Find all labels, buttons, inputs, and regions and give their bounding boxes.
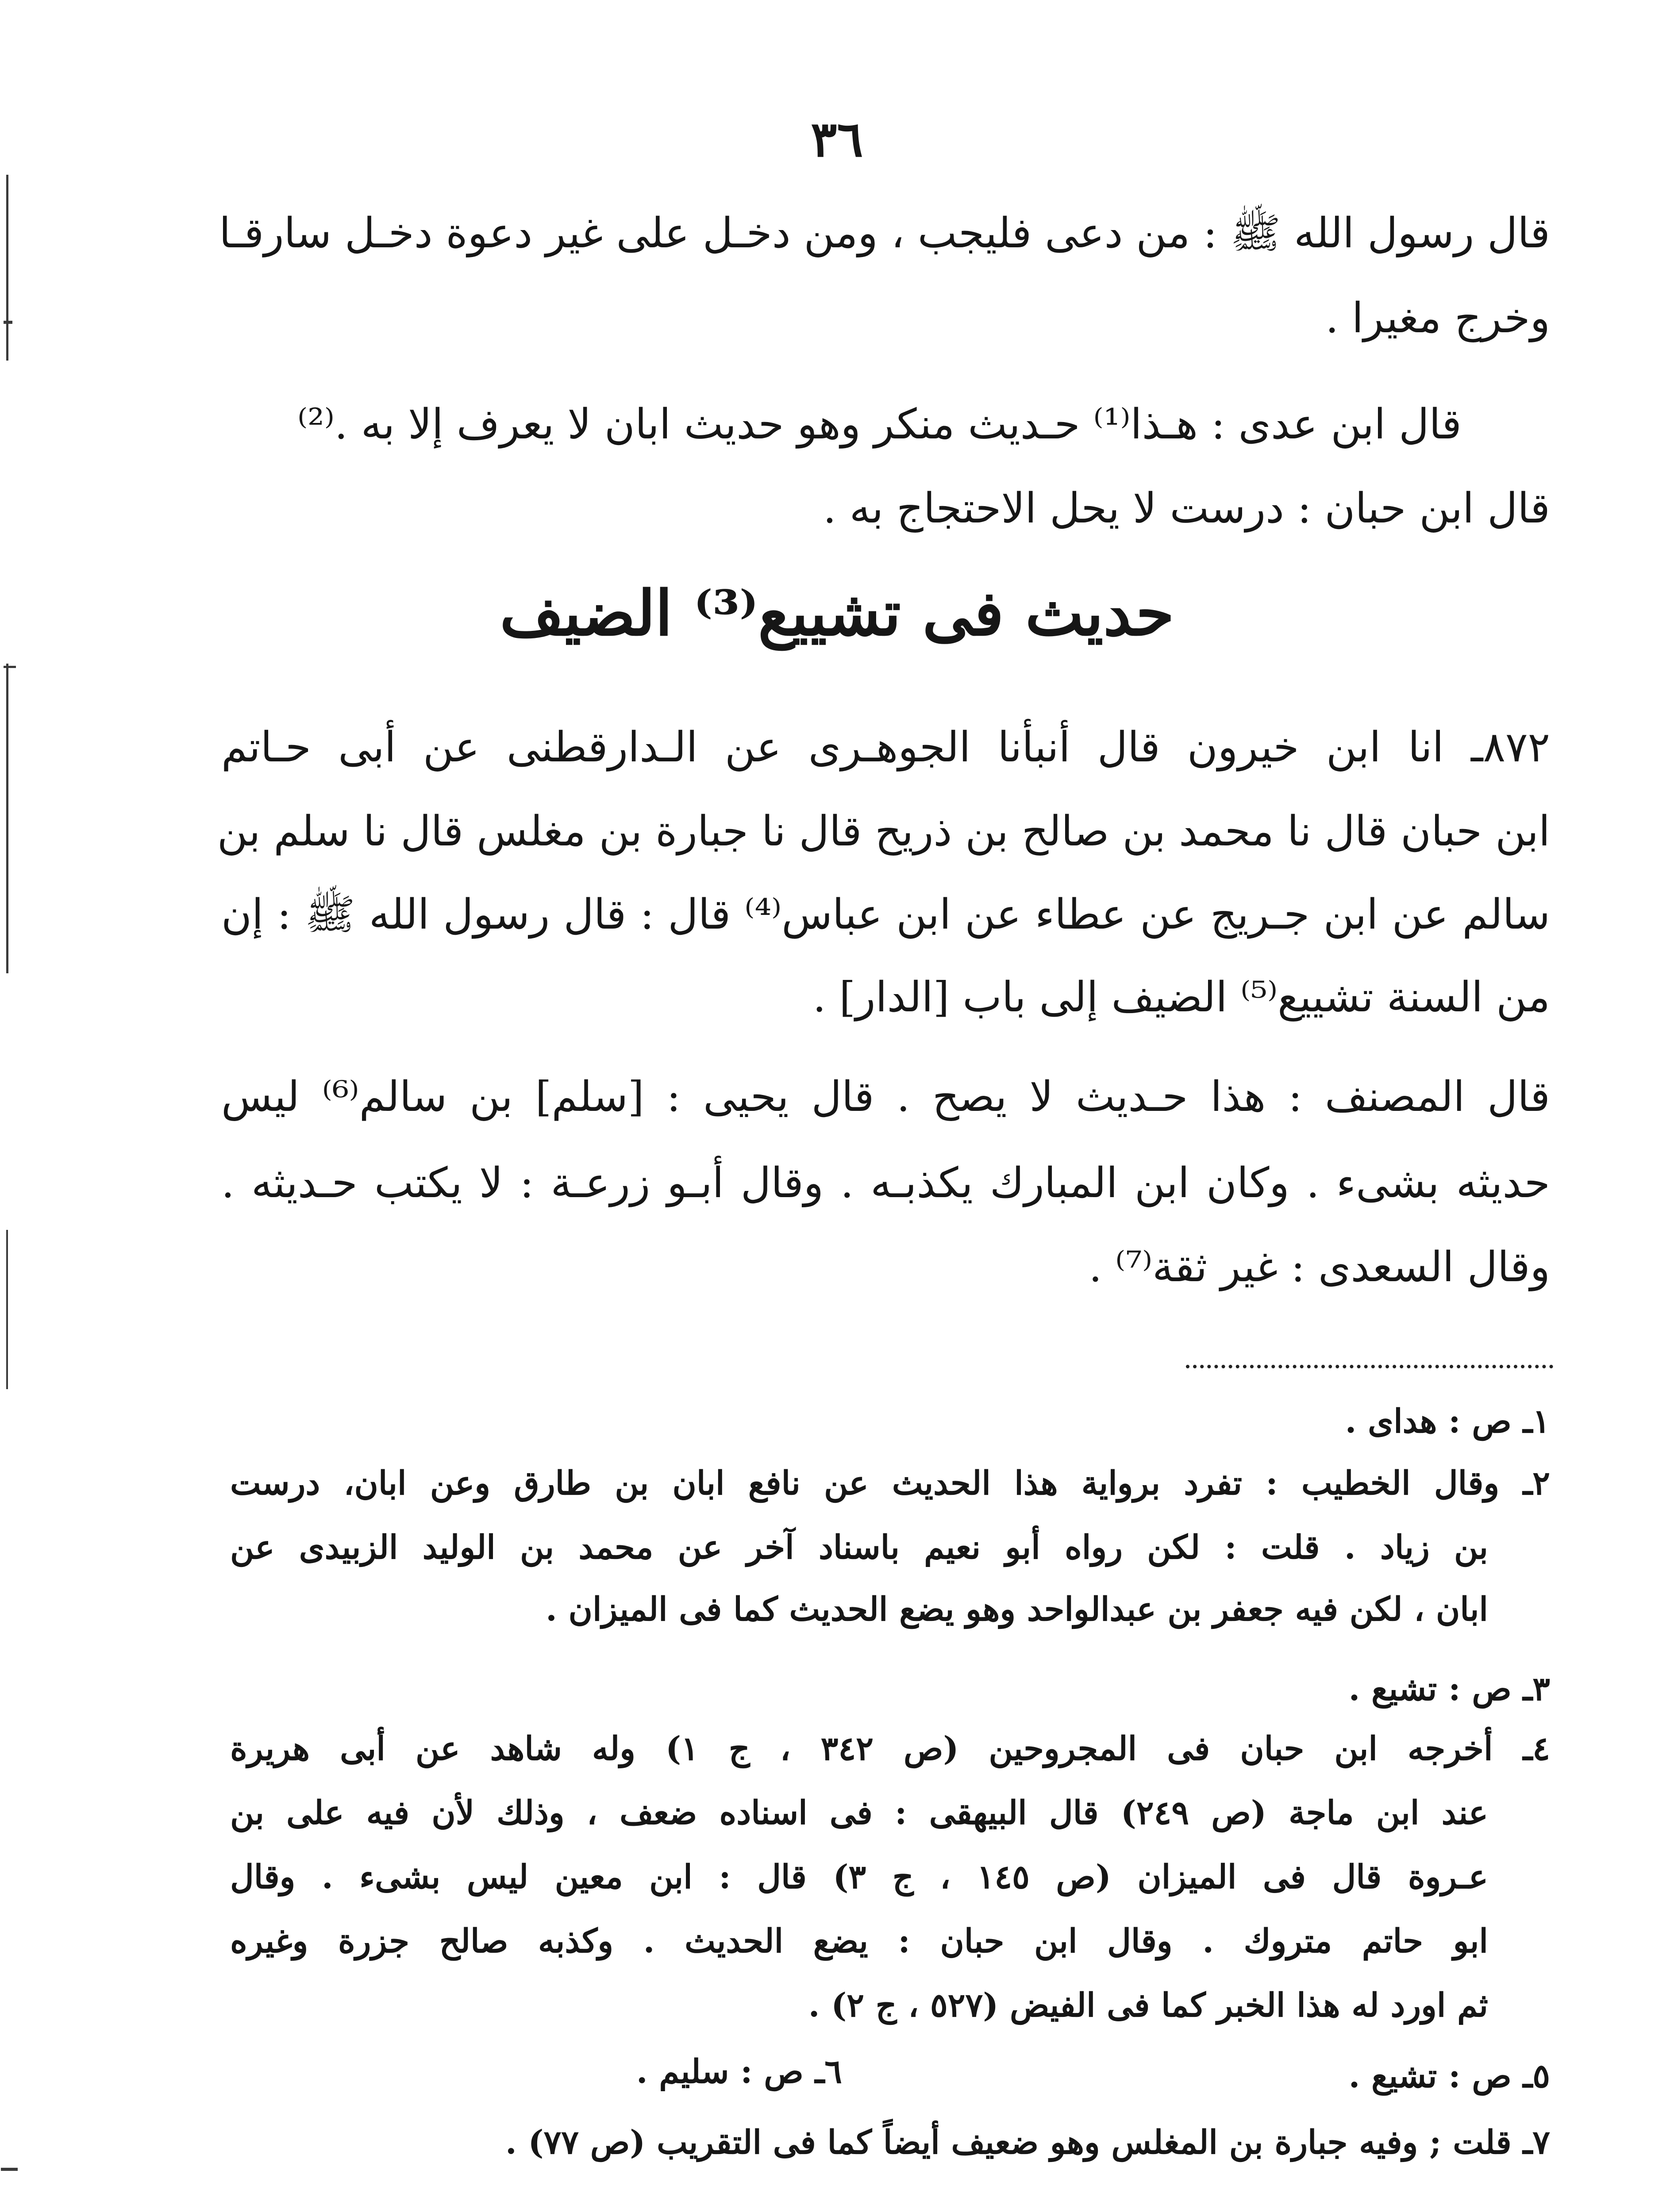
footnote-2-line: بن زياد . قلت : لكن رواه أبو نعيم باسناد آخر عن محمد بن الوليد الزبيدى عن	[230, 1528, 1488, 1567]
hadith-line: من السنة تشييع⁽⁵⁾ الضيف إلى باب [الدار] .	[812, 973, 1550, 1022]
footnote-7: ٧ـ قلت ; وفيه جبارة بن المغلس وهو ضعيف أيضاً كما فى التقريب (ص ٧٧) .	[505, 2124, 1550, 2162]
footnote-separator	[1186, 1365, 1553, 1368]
footnote-3: ٣ـ ص : تشيع .	[1348, 1670, 1550, 1708]
commentary-line: قال المصنف : هذا حـديث لا يصح . قال يحيى : [سلم] بن سالم⁽⁶⁾ ليس	[221, 1073, 1550, 1121]
scan-edge-mark	[4, 321, 12, 324]
footnote-4-line: عـروة قال فى الميزان (ص ١٤٥ ، ج ٣) قال : ابن معين ليس بشىء . وقال	[230, 1858, 1488, 1896]
text-line: وخرج مغيرا .	[1325, 294, 1550, 342]
scan-edge-mark	[6, 175, 8, 361]
hadith-line: ابن حبان قال نا محمد بن صالح بن ذريح قال نا جبارة بن مغلس قال نا سلم بن	[217, 807, 1550, 856]
footnote-4-line: ٤ـ أخرجه ابن حبان فى المجروحين (ص ٣٤٢ ، ج ١) وله شاهد عن أبى هريرة	[230, 1730, 1550, 1768]
text-line: قال ابن عدى : هـذا⁽¹⁾ حـديث منكر وهو حديث ابان لا يعرف إلا به .⁽²⁾	[297, 400, 1462, 449]
footnote-2-line: ٢ـ وقال الخطيب : تفرد برواية هذا الحديث عن نافع ابان بن طارق وعن ابان، درست	[230, 1464, 1550, 1502]
hadith-line: ٨٧٢ـ انا ابن خيرون قال أنبأنا الجوهـرى عن الـدارقطنى عن أبى حـاتم	[221, 723, 1550, 772]
scan-edge-mark	[1, 2168, 18, 2171]
footnote-4-line: ابو حاتم متروك . وقال ابن حبان : يضع الحديث . وكذبه صالح جزرة وغيره	[230, 1922, 1488, 1960]
scan-edge-mark	[6, 1230, 8, 1389]
footnote-6: ٦ـ ص : سليم .	[636, 2053, 842, 2091]
text-line: قال ابن حبان : درست لا يحل الاحتجاج به .	[823, 484, 1550, 533]
footnote-4-line: عند ابن ماجة (ص ٢٤٩) قال البيهقى : فى اسناده ضعف ، وذلك لأن فيه على بن	[230, 1794, 1488, 1832]
text-line: قال رسول الله ﷺ : من دعى فليجب ، ومن دخـل على غير دعوة دخـل سارقـا	[219, 209, 1550, 257]
hadith-line: سالم عن ابن جـريج عن عطاء عن ابن عباس⁽⁴⁾ قال : قال رسول الله ﷺ : إن	[221, 891, 1550, 939]
scan-edge-mark	[6, 664, 8, 973]
section-heading: حديث فى تشييع⁽³⁾ الضيف	[500, 577, 1174, 650]
footnote-4-line: ثم اورد له هذا الخبر كما فى الفيض (٥٢٧ ، ج ٢) .	[808, 1986, 1488, 2024]
commentary-line: وقال السعدى : غير ثقة⁽⁷⁾ .	[1089, 1243, 1550, 1291]
commentary-line: حديثه بشىء . وكان ابن المبارك يكذبـه . وقال أبـو زرعـة : لا يكتب حـديثه .	[221, 1159, 1550, 1207]
footnote-2-line: ابان ، لكن فيه جعفر بن عبدالواحد وهو يضع الحديث كما فى الميزان .	[546, 1590, 1488, 1628]
footnote-5: ٥ـ ص : تشيع .	[1348, 2057, 1550, 2095]
page-number: ٣٦	[811, 111, 863, 168]
footnote-1: ١ـ ص : هداى .	[1345, 1402, 1550, 1440]
scan-edge-mark	[4, 666, 16, 668]
